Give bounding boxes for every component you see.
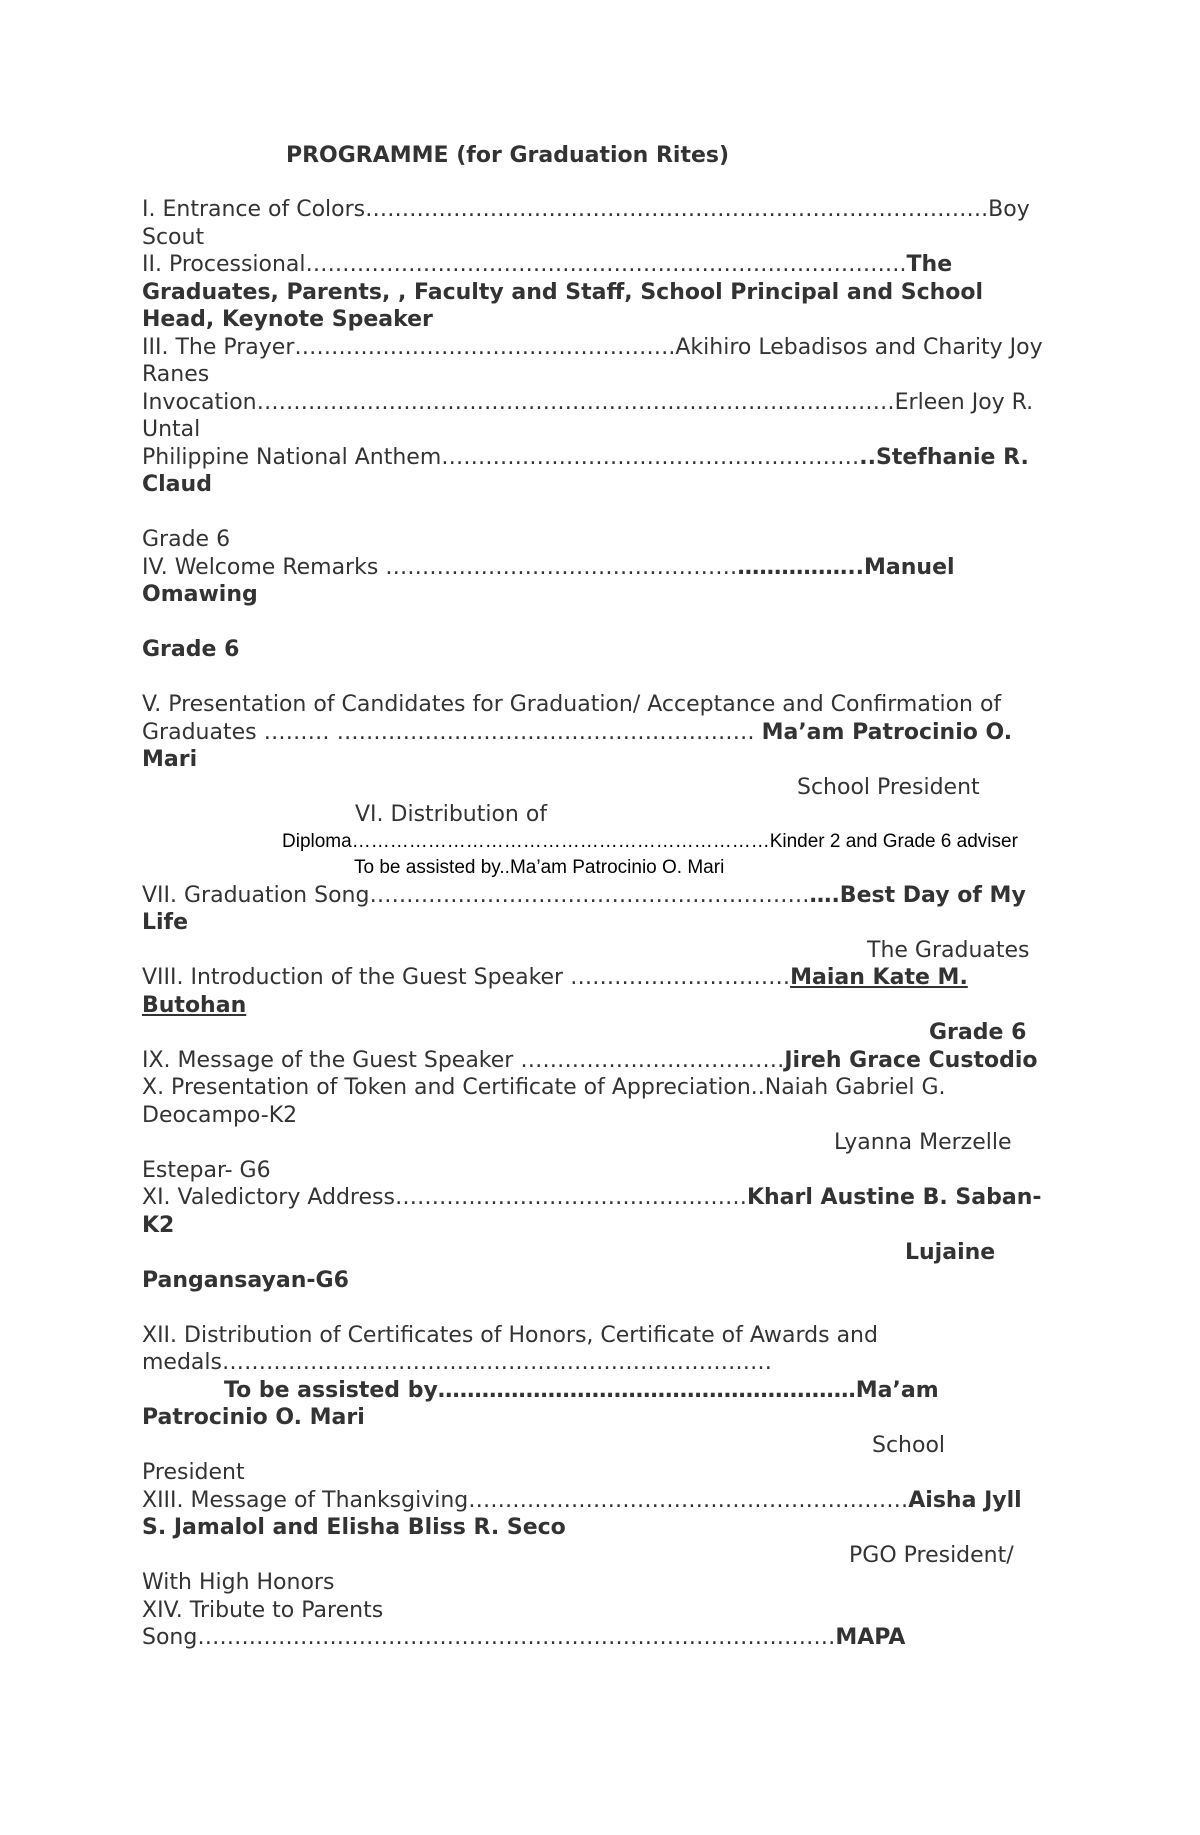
- item-message-guest-speaker: [142, 1047, 1052, 1075]
- item-presentation-of-candidates: [142, 691, 1052, 774]
- item-performer: Akihiro Lebadisos and Charity Joy Ranes: [142, 334, 1043, 387]
- item-label: IX. Message of the Guest Speaker ………………………………: [142, 1047, 785, 1073]
- item-label: VII. Graduation Song……………………………………………………: [142, 882, 810, 908]
- performer-name: Lujaine: [905, 1240, 996, 1265]
- performer-name: Lyanna Merzelle: [834, 1130, 1012, 1155]
- item-label: XIII. Message of Thanksgiving……………………………………………………: [142, 1487, 909, 1513]
- item-entrance-of-colors: [142, 196, 1052, 251]
- performer-name-cont: Pangansayan-G6: [142, 1267, 349, 1293]
- item-performer: Ma’am Patrocinio O. Mari: [142, 719, 1013, 772]
- performer-role-cont: President: [142, 1460, 245, 1485]
- item-prayer: [142, 334, 1052, 389]
- item-graduation-song: [142, 882, 1052, 937]
- performer-role-cont: With High Honors: [142, 1570, 335, 1595]
- item-label: VIII. Introduction of the Guest Speaker …………………………: [142, 965, 791, 990]
- item-performer: Jireh Grace Custodio: [784, 1047, 1038, 1073]
- item-label: III. The Prayer…………………………………………….: [142, 334, 676, 360]
- item-performer: Kharl Austine B. Saban-K2: [142, 1185, 1042, 1238]
- item-performer: Maian Kate M. Butohan: [142, 965, 968, 1018]
- item-performer: Erleen Joy R. Untal: [142, 389, 1034, 442]
- item-label: Philippine National Anthem…………………………………………………: [142, 444, 860, 470]
- spacer: [142, 609, 1052, 637]
- performer-name-cont: Estepar- G6: [142, 1157, 271, 1183]
- item-label: V. Presentation of Candidates for Graduation/ Acceptance and Confirmation of Graduates ……… …………………………………………………: [142, 692, 1002, 745]
- item-tribute-to-parents: XIV. Tribute to Parents: [142, 1597, 384, 1623]
- diploma-assist-line: To be assisted by..Ma’am Patrocinio O. Mari: [354, 856, 725, 878]
- item-distribution-of-diploma: VI. Distribution of: [355, 802, 548, 827]
- item-performer: ..Stefhanie R. Claud: [142, 444, 1029, 497]
- performer-role: The Graduates: [867, 937, 1030, 963]
- item-performer: ……………..Manuel Omawing: [142, 554, 955, 607]
- item-label: Invocation……………………………………………………………………………: [142, 389, 895, 415]
- item-introduction-guest-speaker: [142, 964, 1052, 1019]
- spacer: [142, 664, 1052, 692]
- grade-label: Grade 6: [142, 527, 231, 552]
- spacer: [142, 1294, 1052, 1322]
- diploma-line: Diploma…………………………………………………………Kinder 2 and Grade 6 adviser: [282, 830, 1018, 852]
- item-label: I. Entrance of Colors………………………………………………………………………….: [142, 197, 989, 222]
- performer-role: School: [872, 1432, 946, 1458]
- item-performer: MAPA: [835, 1625, 906, 1650]
- programme-list: [142, 196, 1052, 1652]
- item-performer: The Graduates, Parents, , Faculty and Staff, School Principal and School Head, Keynote Speaker: [142, 252, 984, 332]
- performer-role: PGO President/: [849, 1542, 1014, 1568]
- item-label: IV. Welcome Remarks …………………………………………: [142, 554, 738, 580]
- item-label: XI. Valedictory Address…………………………………………: [142, 1185, 747, 1210]
- item-performer: Aisha Jyll S. Jamalol and Elisha Bliss R. Seco: [142, 1487, 1022, 1540]
- spacer: [142, 499, 1052, 527]
- item-label: Song……………………………………………………………………………: [142, 1625, 836, 1650]
- item-message-of-thanksgiving: [142, 1487, 1052, 1542]
- certificates-assist-line: To be assisted by…………………………………………………Ma’am Patrocinio O. Mari: [142, 1377, 939, 1430]
- item-valedictory-address: [142, 1184, 1052, 1239]
- item-welcome-remarks: [142, 554, 1052, 609]
- item-processional: [142, 251, 1052, 334]
- item-invocation: [142, 389, 1052, 444]
- grade-label: Grade 6: [142, 637, 240, 662]
- tribute-song-line: [142, 1624, 1052, 1652]
- page-title: PROGRAMME (for Graduation Rites): [285, 143, 730, 168]
- performer-role: Grade 6: [929, 1020, 1027, 1045]
- performer-role: School President: [797, 774, 980, 800]
- item-label: II. Processional……………………………………………………………………….: [142, 252, 907, 277]
- item-performer: Boy Scout: [142, 197, 1030, 250]
- item-performer: ….Best Day of My Life: [142, 882, 1026, 935]
- item-distribution-of-certificates: XII. Distribution of Certificates of Honors, Certificate of Awards and medals…………………………………………………………………: [142, 1322, 878, 1375]
- item-presentation-of-token: X. Presentation of Token and Certificate of Appreciation..Naiah Gabriel G. Deocampo-K2: [142, 1075, 946, 1128]
- item-national-anthem: [142, 444, 1052, 499]
